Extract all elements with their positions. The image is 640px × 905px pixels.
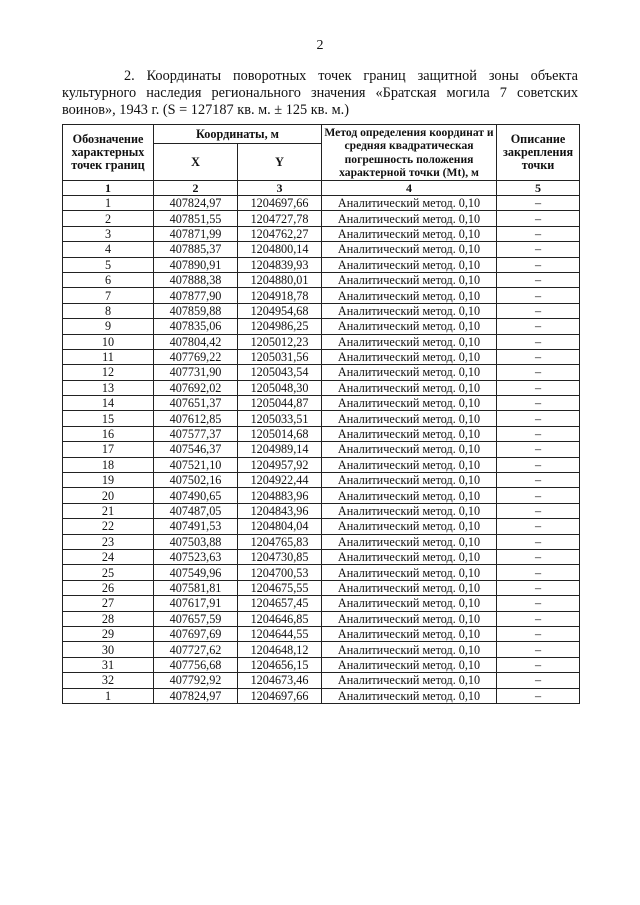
table-row <box>63 611 580 626</box>
cell-description: – <box>497 211 580 226</box>
cell-method: Аналитический метод. 0,10 <box>322 272 497 287</box>
cell-point: 8 <box>63 303 154 318</box>
cell-y: 1204675,55 <box>238 580 322 595</box>
table-row <box>63 534 580 549</box>
cell-description: – <box>497 226 580 241</box>
table-row <box>63 211 580 226</box>
column-number: 1 <box>63 181 154 196</box>
table-row <box>63 657 580 672</box>
cell-method: Аналитический метод. 0,10 <box>322 334 497 349</box>
table-row <box>63 288 580 303</box>
header-x: X <box>154 144 238 181</box>
cell-point: 17 <box>63 442 154 457</box>
cell-x: 407521,10 <box>154 457 238 472</box>
cell-y: 1204673,46 <box>238 673 322 688</box>
cell-point: 26 <box>63 580 154 595</box>
cell-x: 407692,02 <box>154 380 238 395</box>
cell-y: 1204765,83 <box>238 534 322 549</box>
header-method: Метод определения координат и средняя квадратическая погрешность положения характерной точки (Mt), м <box>322 125 497 181</box>
page-number: 2 <box>316 38 324 53</box>
cell-point: 13 <box>63 380 154 395</box>
cell-description: – <box>497 319 580 334</box>
cell-point: 18 <box>63 457 154 472</box>
cell-y: 1204922,44 <box>238 473 322 488</box>
table-row <box>63 642 580 657</box>
cell-method: Аналитический метод. 0,10 <box>322 626 497 641</box>
cell-point: 15 <box>63 411 154 426</box>
table-row <box>63 426 580 441</box>
column-number: 4 <box>322 181 497 196</box>
cell-x: 407756,68 <box>154 657 238 672</box>
cell-method: Аналитический метод. 0,10 <box>322 242 497 257</box>
cell-method: Аналитический метод. 0,10 <box>322 226 497 241</box>
cell-x: 407804,42 <box>154 334 238 349</box>
cell-y: 1204656,15 <box>238 657 322 672</box>
table-row <box>63 626 580 641</box>
cell-method: Аналитический метод. 0,10 <box>322 380 497 395</box>
cell-y: 1205048,30 <box>238 380 322 395</box>
cell-x: 407727,62 <box>154 642 238 657</box>
cell-description: – <box>497 642 580 657</box>
cell-y: 1205033,51 <box>238 411 322 426</box>
cell-method: Аналитический метод. 0,10 <box>322 396 497 411</box>
cell-description: – <box>497 288 580 303</box>
cell-point: 19 <box>63 473 154 488</box>
cell-point: 11 <box>63 349 154 364</box>
cell-y: 1205031,56 <box>238 349 322 364</box>
cell-x: 407731,90 <box>154 365 238 380</box>
cell-method: Аналитический метод. 0,10 <box>322 319 497 334</box>
cell-y: 1204989,14 <box>238 442 322 457</box>
cell-y: 1204800,14 <box>238 242 322 257</box>
cell-method: Аналитический метод. 0,10 <box>322 549 497 564</box>
cell-x: 407546,37 <box>154 442 238 457</box>
cell-description: – <box>497 242 580 257</box>
cell-x: 407487,05 <box>154 503 238 518</box>
cell-point: 24 <box>63 549 154 564</box>
cell-y: 1204880,01 <box>238 272 322 287</box>
table-row <box>63 349 580 364</box>
cell-point: 32 <box>63 673 154 688</box>
cell-point: 9 <box>63 319 154 334</box>
cell-x: 407617,91 <box>154 596 238 611</box>
cell-point: 10 <box>63 334 154 349</box>
table-row <box>63 673 580 688</box>
cell-x: 407769,22 <box>154 349 238 364</box>
cell-method: Аналитический метод. 0,10 <box>322 211 497 226</box>
cell-description: – <box>497 257 580 272</box>
table-row <box>63 226 580 241</box>
cell-x: 407888,38 <box>154 272 238 287</box>
cell-method: Аналитический метод. 0,10 <box>322 642 497 657</box>
cell-x: 407523,63 <box>154 549 238 564</box>
cell-point: 5 <box>63 257 154 272</box>
cell-point: 23 <box>63 534 154 549</box>
cell-method: Аналитический метод. 0,10 <box>322 473 497 488</box>
header-coords: Координаты, м <box>154 125 322 144</box>
cell-method: Аналитический метод. 0,10 <box>322 488 497 503</box>
cell-x: 407503,88 <box>154 534 238 549</box>
cell-y: 1204730,85 <box>238 549 322 564</box>
cell-point: 28 <box>63 611 154 626</box>
cell-y: 1204657,45 <box>238 596 322 611</box>
cell-point: 16 <box>63 426 154 441</box>
cell-point: 12 <box>63 365 154 380</box>
cell-description: – <box>497 673 580 688</box>
cell-point: 31 <box>63 657 154 672</box>
cell-description: – <box>497 626 580 641</box>
cell-method: Аналитический метод. 0,10 <box>322 411 497 426</box>
cell-y: 1205044,87 <box>238 396 322 411</box>
header-description: Описание закрепления точки <box>497 125 580 181</box>
cell-method: Аналитический метод. 0,10 <box>322 426 497 441</box>
table-row <box>63 303 580 318</box>
cell-y: 1204644,55 <box>238 626 322 641</box>
table-row <box>63 411 580 426</box>
cell-y: 1204883,96 <box>238 488 322 503</box>
cell-description: – <box>497 196 580 211</box>
table-row <box>63 473 580 488</box>
table-row <box>63 196 580 211</box>
cell-description: – <box>497 688 580 703</box>
cell-point: 4 <box>63 242 154 257</box>
cell-method: Аналитический метод. 0,10 <box>322 657 497 672</box>
cell-y: 1204843,96 <box>238 503 322 518</box>
cell-description: – <box>497 365 580 380</box>
cell-method: Аналитический метод. 0,10 <box>322 519 497 534</box>
table-row <box>63 242 580 257</box>
cell-point: 29 <box>63 626 154 641</box>
cell-point: 7 <box>63 288 154 303</box>
cell-description: – <box>497 442 580 457</box>
cell-point: 22 <box>63 519 154 534</box>
cell-x: 407851,55 <box>154 211 238 226</box>
cell-method: Аналитический метод. 0,10 <box>322 442 497 457</box>
cell-description: – <box>497 580 580 595</box>
cell-x: 407885,37 <box>154 242 238 257</box>
cell-x: 407491,53 <box>154 519 238 534</box>
cell-description: – <box>497 272 580 287</box>
cell-method: Аналитический метод. 0,10 <box>322 196 497 211</box>
table-row <box>63 334 580 349</box>
cell-method: Аналитический метод. 0,10 <box>322 349 497 364</box>
cell-method: Аналитический метод. 0,10 <box>322 257 497 272</box>
table-row <box>63 396 580 411</box>
table-row <box>63 549 580 564</box>
cell-x: 407824,97 <box>154 688 238 703</box>
cell-description: – <box>497 426 580 441</box>
table-row <box>63 688 580 703</box>
cell-description: – <box>497 396 580 411</box>
cell-description: – <box>497 457 580 472</box>
cell-x: 407577,37 <box>154 426 238 441</box>
cell-y: 1204700,53 <box>238 565 322 580</box>
cell-y: 1204697,66 <box>238 196 322 211</box>
cell-point: 25 <box>63 565 154 580</box>
cell-x: 407871,99 <box>154 226 238 241</box>
cell-y: 1204762,27 <box>238 226 322 241</box>
cell-description: – <box>497 519 580 534</box>
cell-method: Аналитический метод. 0,10 <box>322 565 497 580</box>
table-row <box>63 488 580 503</box>
cell-description: – <box>497 534 580 549</box>
column-number: 5 <box>497 181 580 196</box>
cell-method: Аналитический метод. 0,10 <box>322 288 497 303</box>
cell-x: 407792,92 <box>154 673 238 688</box>
cell-description: – <box>497 657 580 672</box>
coordinates-table <box>62 124 580 704</box>
cell-x: 407657,59 <box>154 611 238 626</box>
section-heading: 2. Координаты поворотных точек границ защитной зоны объекта культурного наследия регионального значения «Братская могила 7 советских воинов», 1943 г. (S = 127187 кв. м. ± 125 кв. м.) <box>62 68 578 118</box>
column-number: 3 <box>238 181 322 196</box>
cell-description: – <box>497 334 580 349</box>
cell-description: – <box>497 303 580 318</box>
cell-y: 1204646,85 <box>238 611 322 626</box>
cell-point: 14 <box>63 396 154 411</box>
cell-description: – <box>497 411 580 426</box>
header-y: Y <box>238 144 322 181</box>
cell-method: Аналитический метод. 0,10 <box>322 580 497 595</box>
cell-y: 1204804,04 <box>238 519 322 534</box>
cell-point: 2 <box>63 211 154 226</box>
cell-y: 1204918,78 <box>238 288 322 303</box>
cell-description: – <box>497 596 580 611</box>
table-row <box>63 565 580 580</box>
table-row <box>63 457 580 472</box>
cell-description: – <box>497 565 580 580</box>
table-row <box>63 596 580 611</box>
cell-y: 1205014,68 <box>238 426 322 441</box>
table-row <box>63 257 580 272</box>
table-row <box>63 442 580 457</box>
cell-y: 1205043,54 <box>238 365 322 380</box>
cell-description: – <box>497 380 580 395</box>
cell-method: Аналитический метод. 0,10 <box>322 457 497 472</box>
cell-x: 407859,88 <box>154 303 238 318</box>
cell-y: 1204954,68 <box>238 303 322 318</box>
cell-method: Аналитический метод. 0,10 <box>322 611 497 626</box>
cell-point: 1 <box>63 688 154 703</box>
cell-y: 1204839,93 <box>238 257 322 272</box>
cell-method: Аналитический метод. 0,10 <box>322 688 497 703</box>
cell-description: – <box>497 549 580 564</box>
cell-point: 6 <box>63 272 154 287</box>
cell-point: 1 <box>63 196 154 211</box>
table-body <box>63 196 580 704</box>
cell-x: 407890,91 <box>154 257 238 272</box>
column-number: 2 <box>154 181 238 196</box>
cell-description: – <box>497 473 580 488</box>
cell-x: 407581,81 <box>154 580 238 595</box>
table-row <box>63 503 580 518</box>
cell-x: 407824,97 <box>154 196 238 211</box>
cell-method: Аналитический метод. 0,10 <box>322 303 497 318</box>
cell-y: 1204957,92 <box>238 457 322 472</box>
cell-x: 407697,69 <box>154 626 238 641</box>
cell-y: 1204727,78 <box>238 211 322 226</box>
table-row <box>63 380 580 395</box>
cell-point: 30 <box>63 642 154 657</box>
cell-point: 21 <box>63 503 154 518</box>
cell-description: – <box>497 488 580 503</box>
cell-point: 27 <box>63 596 154 611</box>
cell-x: 407835,06 <box>154 319 238 334</box>
cell-description: – <box>497 349 580 364</box>
table-row <box>63 272 580 287</box>
cell-point: 3 <box>63 226 154 241</box>
cell-method: Аналитический метод. 0,10 <box>322 673 497 688</box>
table-row <box>63 319 580 334</box>
header-point: Обозначение характерных точек границ <box>63 125 154 181</box>
cell-method: Аналитический метод. 0,10 <box>322 503 497 518</box>
cell-method: Аналитический метод. 0,10 <box>322 596 497 611</box>
cell-y: 1204697,66 <box>238 688 322 703</box>
cell-x: 407651,37 <box>154 396 238 411</box>
cell-x: 407502,16 <box>154 473 238 488</box>
cell-method: Аналитический метод. 0,10 <box>322 365 497 380</box>
table-row <box>63 519 580 534</box>
cell-x: 407490,65 <box>154 488 238 503</box>
table-row <box>63 365 580 380</box>
cell-method: Аналитический метод. 0,10 <box>322 534 497 549</box>
table-row <box>63 580 580 595</box>
cell-x: 407877,90 <box>154 288 238 303</box>
cell-point: 20 <box>63 488 154 503</box>
cell-description: – <box>497 611 580 626</box>
cell-x: 407549,96 <box>154 565 238 580</box>
cell-y: 1205012,23 <box>238 334 322 349</box>
cell-x: 407612,85 <box>154 411 238 426</box>
cell-y: 1204986,25 <box>238 319 322 334</box>
cell-y: 1204648,12 <box>238 642 322 657</box>
cell-description: – <box>497 503 580 518</box>
